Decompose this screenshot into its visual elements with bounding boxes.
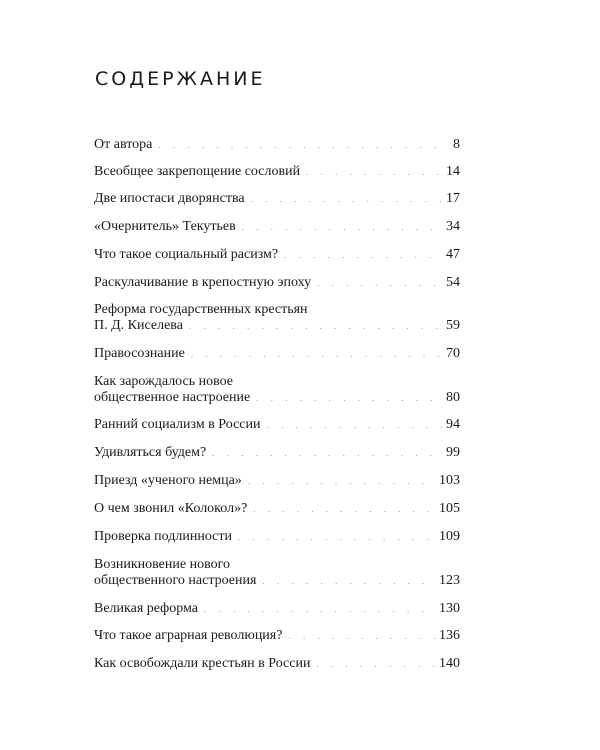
toc-entry-page: 123 (439, 573, 460, 588)
leader-dots (191, 346, 442, 362)
toc-entry-title: общественного настроения (94, 573, 257, 588)
leader-dots (266, 417, 442, 433)
leader-dots (262, 573, 435, 589)
toc-entry (94, 473, 460, 489)
leader-dots (251, 191, 442, 207)
toc-entry-title: Две ипостаси дворянства (94, 191, 245, 206)
toc-entry (94, 137, 460, 153)
toc-entry-title-line1: Как зарождалось новое (94, 374, 234, 389)
toc-entry-title: Правосознание (94, 346, 185, 361)
leader-dots (288, 628, 435, 644)
toc-entry (94, 191, 460, 207)
toc-entry (94, 302, 460, 334)
toc-entry (94, 219, 460, 235)
leader-dots (256, 390, 442, 406)
leader-dots (253, 501, 435, 517)
toc-entry-title: Великая реформа (94, 601, 198, 616)
toc-entry-page: 8 (453, 137, 460, 152)
toc-entry-title: Удивляться будем? (94, 445, 207, 460)
toc-entry-title: общественное настроение (94, 390, 251, 405)
toc-entry-title: Ранний социализм в России (94, 417, 261, 432)
toc-entry (94, 164, 460, 180)
toc-entry-page: 109 (439, 529, 460, 544)
toc-entry (94, 374, 460, 406)
toc-entry (94, 417, 460, 433)
toc-entry-title: Что такое аграрная революция? (94, 628, 283, 643)
toc-entry-title-line1: Реформа государственных крестьян (94, 302, 308, 317)
leader-dots (306, 164, 442, 180)
toc-entry-page: 17 (446, 191, 460, 206)
toc-entry-title: Проверка подлинности (94, 529, 233, 544)
toc-entry (94, 501, 460, 517)
leader-dots (317, 275, 442, 291)
toc-entry (94, 557, 460, 589)
leader-dots (212, 445, 442, 461)
toc-entry (94, 346, 460, 362)
leader-dots (284, 247, 442, 263)
toc-entry-title: «Очернитель» Текутьев (94, 219, 236, 234)
toc-entry-page: 94 (446, 417, 460, 432)
toc-entry-title: От автора (94, 137, 153, 152)
leader-dots (316, 656, 435, 672)
toc-entry-title: Приезд «ученого немца» (94, 473, 242, 488)
toc-entry (94, 275, 460, 291)
toc-entry-page: 136 (439, 628, 460, 643)
toc-heading: СОДЕРЖАНИЕ (95, 68, 266, 90)
toc-entry (94, 628, 460, 644)
toc-entry-page: 99 (446, 445, 460, 460)
toc-entry-page: 105 (439, 501, 460, 516)
toc-entry-page: 70 (446, 346, 460, 361)
leader-dots (158, 137, 442, 153)
leader-dots (248, 473, 435, 489)
toc-entry (94, 601, 460, 617)
toc-entry-page: 59 (446, 318, 460, 333)
toc-entry (94, 656, 460, 672)
toc-entry (94, 445, 460, 461)
toc-entry-title: О чем звонил «Колокол»? (94, 501, 248, 516)
leader-dots (189, 318, 442, 334)
toc-entry-title-line1: Возникновение нового (94, 557, 230, 572)
toc-entry (94, 247, 460, 263)
toc-entry-title: Что такое социальный расизм? (94, 247, 279, 262)
leader-dots (238, 529, 435, 545)
toc-entry-page: 34 (446, 219, 460, 234)
toc-entry-title: Как освобождали крестьян в России (94, 656, 311, 671)
toc-entry-title: Всеобщее закрепощение сословий (94, 164, 301, 179)
toc-entry-title: Раскулачивание в крепостную эпоху (94, 275, 312, 290)
toc-entry-page: 47 (446, 247, 460, 262)
leader-dots (204, 601, 435, 617)
leader-dots (242, 219, 442, 235)
toc-entry-title: П. Д. Киселева (94, 318, 183, 333)
toc-entry (94, 529, 460, 545)
toc-entry-page: 80 (446, 390, 460, 405)
toc-entry-page: 14 (446, 164, 460, 179)
toc-entry-page: 140 (439, 656, 460, 671)
toc-entry-page: 103 (439, 473, 460, 488)
toc-entry-page: 130 (439, 601, 460, 616)
toc-entry-page: 54 (446, 275, 460, 290)
